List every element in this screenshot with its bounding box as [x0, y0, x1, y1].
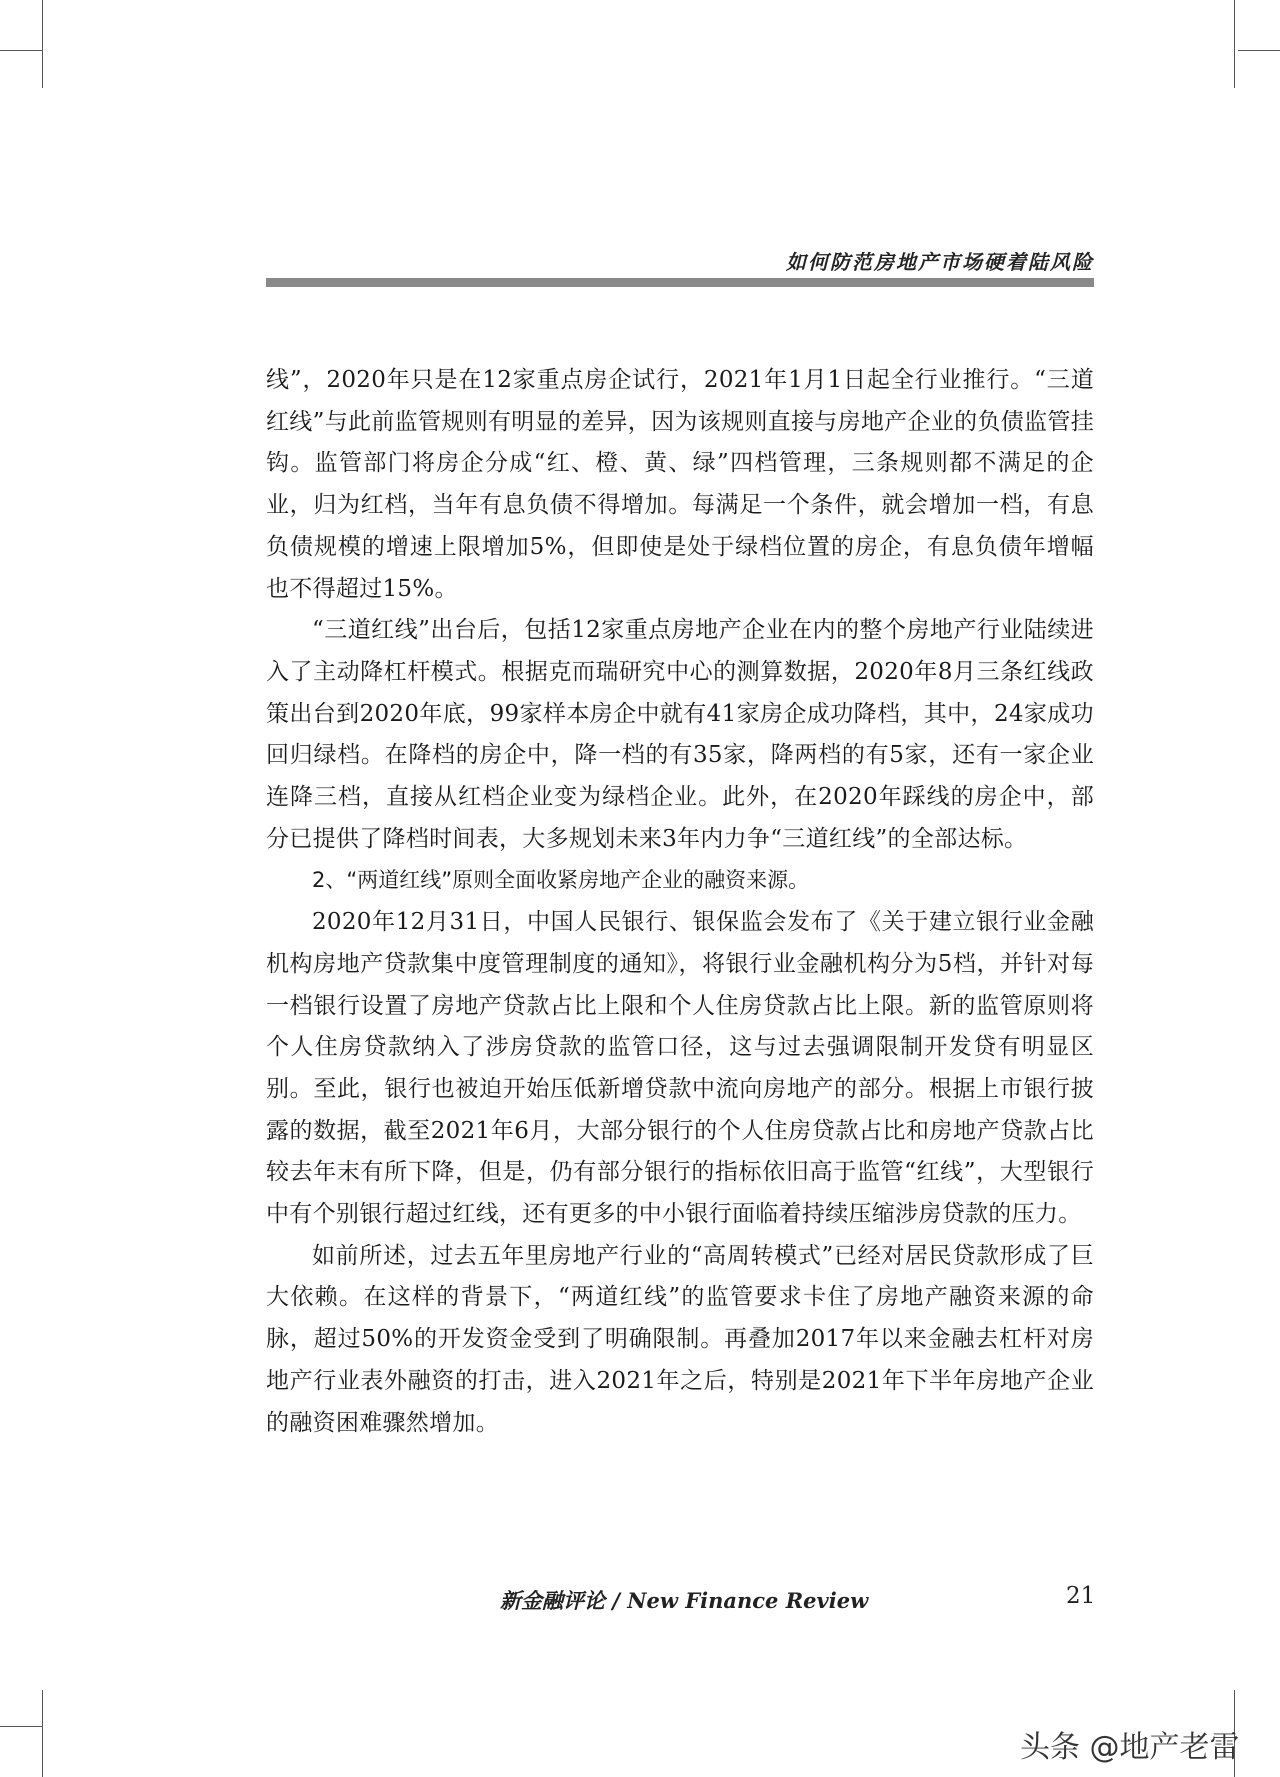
article-body: [266, 360, 1094, 1444]
body-paragraph: 2020年12月31日，中国人民银行、银保监会发布了《关于建立银行业金融机构房地产贷款集中度管理制度的通知》，将银行业金融机构分为5档，并针对每一档银行设置了房地产贷款占比上限和个人住房贷款占比上限。新的监管原则将个人住房贷款纳入了涉房贷款的监管口径，这与过去强调限制开发贷有明显区别。至此，银行也被迫开始压低新增贷款中流向房地产的部分。根据上市银行披露的数据，截至2021年6月，大部分银行的个人住房贷款占比和房地产贷款占比较去年末有所下降，但是，仍有部分银行的指标依旧高于监管“红线”，大型银行中有个别银行超过红线，还有更多的中小银行面临着持续压缩涉房贷款的压力。: [266, 909, 1094, 1228]
running-header: 如何防范房地产市场硬着陆风险: [786, 250, 1094, 274]
footer-journal-name: 新金融评论 / New Finance Review: [500, 1588, 869, 1613]
watermark: 头条 @地产老雷: [1020, 1730, 1240, 1765]
page-number: 21: [1066, 1583, 1096, 1609]
crop-mark: [0, 1726, 42, 1727]
section-heading: 2、“两道红线”原则全面收紧房地产企业的融资来源。: [312, 868, 810, 893]
body-paragraph: 如前所述，过去五年里房地产行业的“高周转模式”已经对居民贷款形成了巨大依赖。在这样的背景下，“两道红线”的监管要求卡住了房地产融资来源的命脉，超过50%的开发资金受到了明确限制。再叠加2017年以来金融去杠杆对房地产行业表外融资的打击，进入2021年之后，特别是2021年下半年房地产企业的融资困难骤然增加。: [266, 1242, 1094, 1436]
crop-mark: [1234, 0, 1235, 88]
crop-mark: [42, 1690, 43, 1777]
body-paragraph: “三道红线”出台后，包括12家重点房地产企业在内的整个房地产行业陆续进入了主动降杠杆模式。根据克而瑞研究中心的测算数据，2020年8月三条红线政策出台到2020年底，99家样本房企中就有41家房企成功降档，其中，24家成功回归绿档。在降档的房企中，降一档的有35家，降两档的有5家，还有一家企业连降三档，直接从红档企业变为绿档企业。此外，在2020年踩线的房企中，部分已提供了降档时间表，大多规划未来3年内力争“三道红线”的全部达标。: [266, 617, 1094, 852]
body-paragraph: 线”，2020年只是在12家重点房企试行，2021年1月1日起全行业推行。“三道红线”与此前监管规则有明显的差异，因为该规则直接与房地产企业的负债监管挂钩。监管部门将房企分成“红、橙、黄、绿”四档管理，三条规则都不满足的企业，归为红档，当年有息负债不得增加。每满足一个条件，就会增加一档，有息负债规模的增速上限增加5%，但即使是处于绿档位置的房企，有息负债年增幅也不得超过15%。: [266, 367, 1094, 602]
crop-mark: [1238, 50, 1280, 51]
header-rule: [266, 278, 1094, 287]
crop-mark: [0, 50, 42, 51]
crop-mark: [42, 0, 43, 88]
